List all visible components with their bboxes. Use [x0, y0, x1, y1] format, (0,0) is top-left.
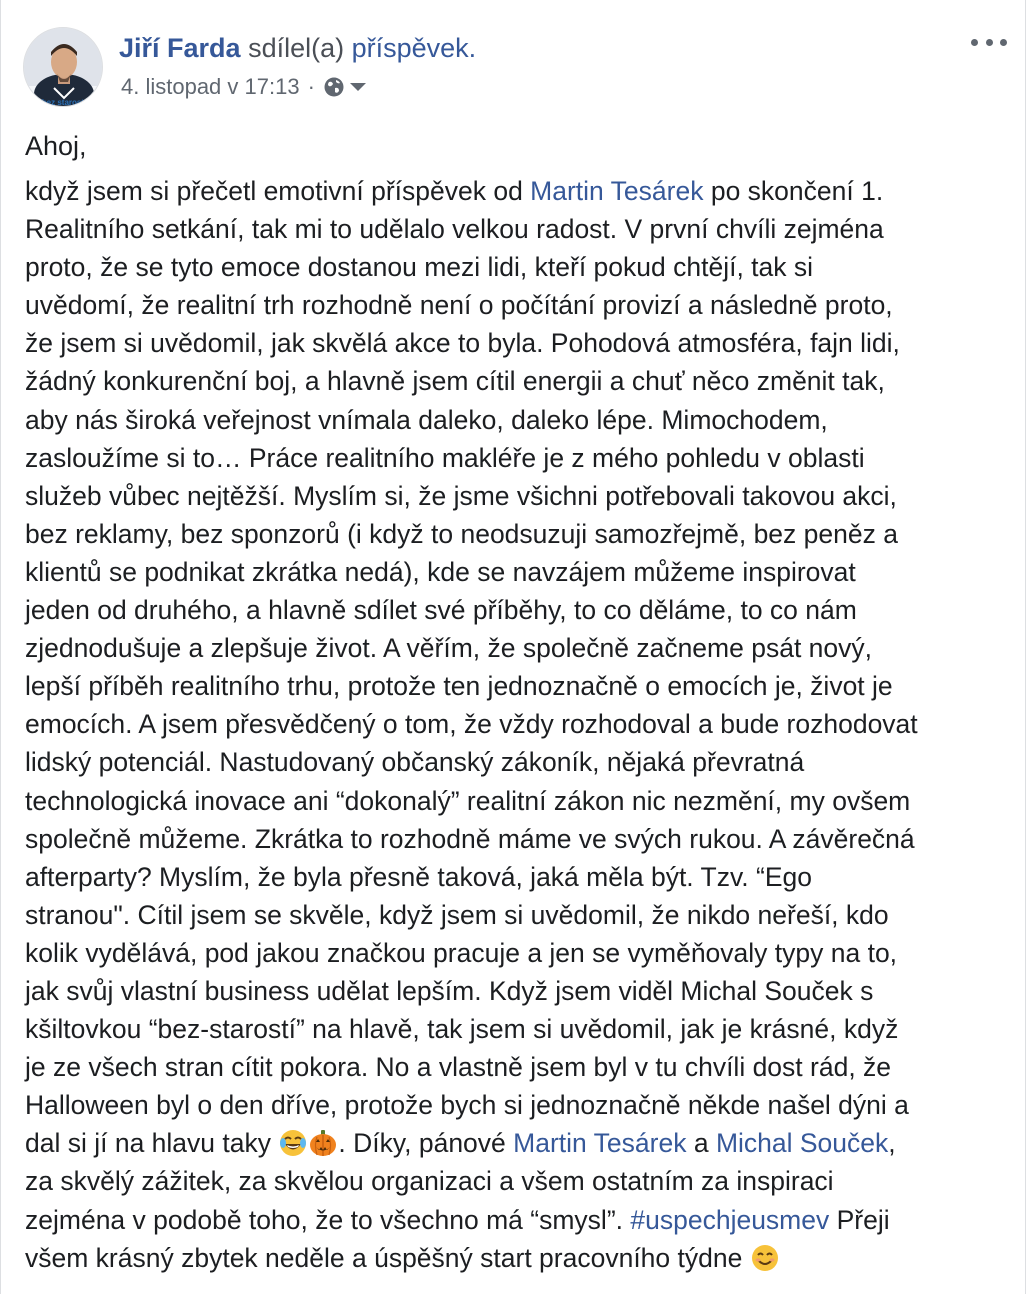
- globe-icon[interactable]: [323, 76, 345, 98]
- post-text-line: [25, 858, 1010, 896]
- more-options-icon[interactable]: [971, 30, 1007, 54]
- mention-link[interactable]: Martin Tesárek: [530, 176, 704, 206]
- post-text: za skvělý zážitek, za skvělou organizaci a všem ostatním za inspiraci: [25, 1166, 834, 1197]
- post-text: bez reklamy, bez sponzorů (i když to neodsuzuji samozřejmě, bez peněz a: [25, 518, 898, 549]
- post-text: lepší příběh realitního trhu, protože ten jednoznačně o emocích je, život je: [25, 671, 893, 702]
- post-text-line: [25, 553, 1010, 591]
- post-text: aby nás široká veřejnost vnímala daleko, daleko lépe. Mimochodem,: [25, 404, 828, 435]
- post-text-line: [25, 591, 1010, 629]
- post-text-line: [25, 629, 1010, 667]
- post-text-line: [25, 1162, 1010, 1200]
- post-text: kšiltovkou “bez-starostí” na hlavě, tak jsem si uvědomil, jak je krásné, když: [25, 1014, 899, 1045]
- post-text: zejména v podobě toho, že to všechno má “smysl”.: [25, 1204, 631, 1235]
- post-text: emocích. A jsem přesvědčený o tom, že vždy rozhodoval a bude rozhodovat: [25, 709, 918, 740]
- post-text-line: [25, 172, 1010, 210]
- post-text-line: [25, 1201, 1010, 1239]
- post-text-line: [25, 1239, 1010, 1277]
- post-text: proto, že se tyto emoce dostanou mezi lidi, kteří pokud chtějí, tak si: [25, 252, 814, 283]
- meta-separator: ·: [307, 74, 315, 99]
- post-text-line: [25, 401, 1010, 439]
- post-text-line: [25, 324, 1010, 362]
- post-header: [119, 30, 476, 66]
- post-text-line: [25, 820, 1010, 858]
- chevron-down-icon[interactable]: [349, 81, 367, 93]
- post-text: . Díky, pánové: [338, 1128, 514, 1159]
- post-text-line: [25, 1124, 1010, 1162]
- post-text-line: [25, 515, 1010, 553]
- mention-link[interactable]: Martin Tesárek: [513, 1128, 687, 1159]
- post-text: klientů se podnikat zkrátka nedá), kde se navzájem můžeme inspirovat: [25, 556, 856, 587]
- post-text-line: [25, 477, 1010, 515]
- post-text: společně můžeme. Zkrátka to rozhodně máme ve svých rukou. A závěrečná: [25, 823, 915, 854]
- post-text-line: [25, 248, 1010, 286]
- post-text-line: [25, 362, 1010, 400]
- shared-post-link[interactable]: příspěvek.: [351, 33, 477, 63]
- post-text-line: [25, 439, 1010, 477]
- post-text-line: [25, 1048, 1010, 1086]
- post-text: kolik vydělává, pod jakou značkou pracuje a jen se vyměňovaly typy na to,: [25, 937, 898, 968]
- avatar-photo: [24, 28, 103, 107]
- post-text: je ze všech stran cítit pokora. No a vlastně jsem byl v tu chvíli dost rád, že: [25, 1052, 892, 1083]
- post-text: uvědomí, že realitní trh rozhodně není o počítání provizí a následně proto,: [25, 290, 893, 321]
- hashtag-link[interactable]: #uspechjeusmev: [630, 1204, 830, 1235]
- pumpkin-emoji: [309, 1129, 337, 1157]
- post-text: jeden od druhého, a hlavně sdílet své příběhy, to co děláme, to co nám: [25, 595, 857, 626]
- author-name-link[interactable]: Jiří Farda: [119, 33, 241, 63]
- post-text: a: [686, 1128, 716, 1159]
- post-text: Halloween byl o den dříve, protože bych si jednoznačně někde našel dýni a: [25, 1090, 909, 1121]
- post-text: po skončení 1.: [703, 176, 884, 206]
- post-text: jak svůj vlastní business udělat lepším. Když jsem viděl Michal Souček s: [25, 975, 874, 1006]
- post-text: všem krásný zbytek neděle a úspěšný start pracovního týdne: [25, 1242, 750, 1273]
- post-text-line: [25, 743, 1010, 781]
- post-text: technologická inovace ani “dokonalý” realitní zákon nic nezmění, my ovšem: [25, 785, 911, 816]
- author-avatar[interactable]: [23, 27, 103, 107]
- joy-emoji: [279, 1129, 307, 1157]
- post-text: dal si jí na hlavu taky: [25, 1128, 279, 1159]
- mention-link[interactable]: Michal Souček: [715, 1128, 889, 1159]
- post-text: zjednodušuje a zlepšuje život. A věřím, že společně začneme psát nový,: [25, 633, 873, 664]
- post-text: zasloužíme si to… Práce realitního makléře je z mého pohledu v oblasti: [25, 442, 865, 473]
- post-text: Přeji: [829, 1204, 890, 1235]
- post-body: [25, 172, 1010, 1277]
- post-text-line: [25, 972, 1010, 1010]
- post-text: Realitního setkání, tak mi to udělalo velkou radost. V první chvíli zejména: [25, 214, 884, 245]
- share-action-text: sdílel(a): [248, 33, 345, 63]
- timestamp-link[interactable]: 4. listopad v 17:13: [121, 74, 300, 99]
- post-text-line: [25, 782, 1010, 820]
- smile-emoji: [751, 1244, 779, 1272]
- post-text-line: [25, 286, 1010, 324]
- post-text-line: [25, 667, 1010, 705]
- post-text-line: [25, 705, 1010, 743]
- post-text: ,: [888, 1128, 896, 1159]
- post-text: služeb vůbec nejtěžší. Myslím si, že jsme všichni potřebovali takovou akci,: [25, 480, 897, 511]
- post-text: afterparty? Myslím, že byla přesně taková, jaká měla být. Tzv. “Ego: [25, 861, 812, 892]
- post-text-line: [25, 934, 1010, 972]
- post-text: žádný konkurenční boj, a hlavně jsem cítil energii a chuť něco změnit tak,: [25, 366, 885, 397]
- post-text-line: [25, 896, 1010, 934]
- post-text-line: [25, 1086, 1010, 1124]
- post-text-line: [25, 1010, 1010, 1048]
- post-text: že jsem si uvědomil, jak skvělá akce to byla. Pohodová atmosféra, fajn lidi,: [25, 328, 900, 359]
- post-text: stranou". Cítil jsem se skvěle, když jsem si uvědomil, že nikdo neřeší, kdo: [25, 899, 889, 930]
- post-text: lidský potenciál. Nastudovaný občanský zákoník, nějaká převratná: [25, 747, 805, 778]
- post-text: když jsem si přečetl emotivní příspěvek od: [25, 176, 531, 206]
- avatar-logo-text: bez starostí: [41, 98, 87, 107]
- post-text-line: [25, 210, 1010, 248]
- post-meta: [121, 72, 367, 102]
- post-greeting: Ahoj,: [25, 131, 87, 161]
